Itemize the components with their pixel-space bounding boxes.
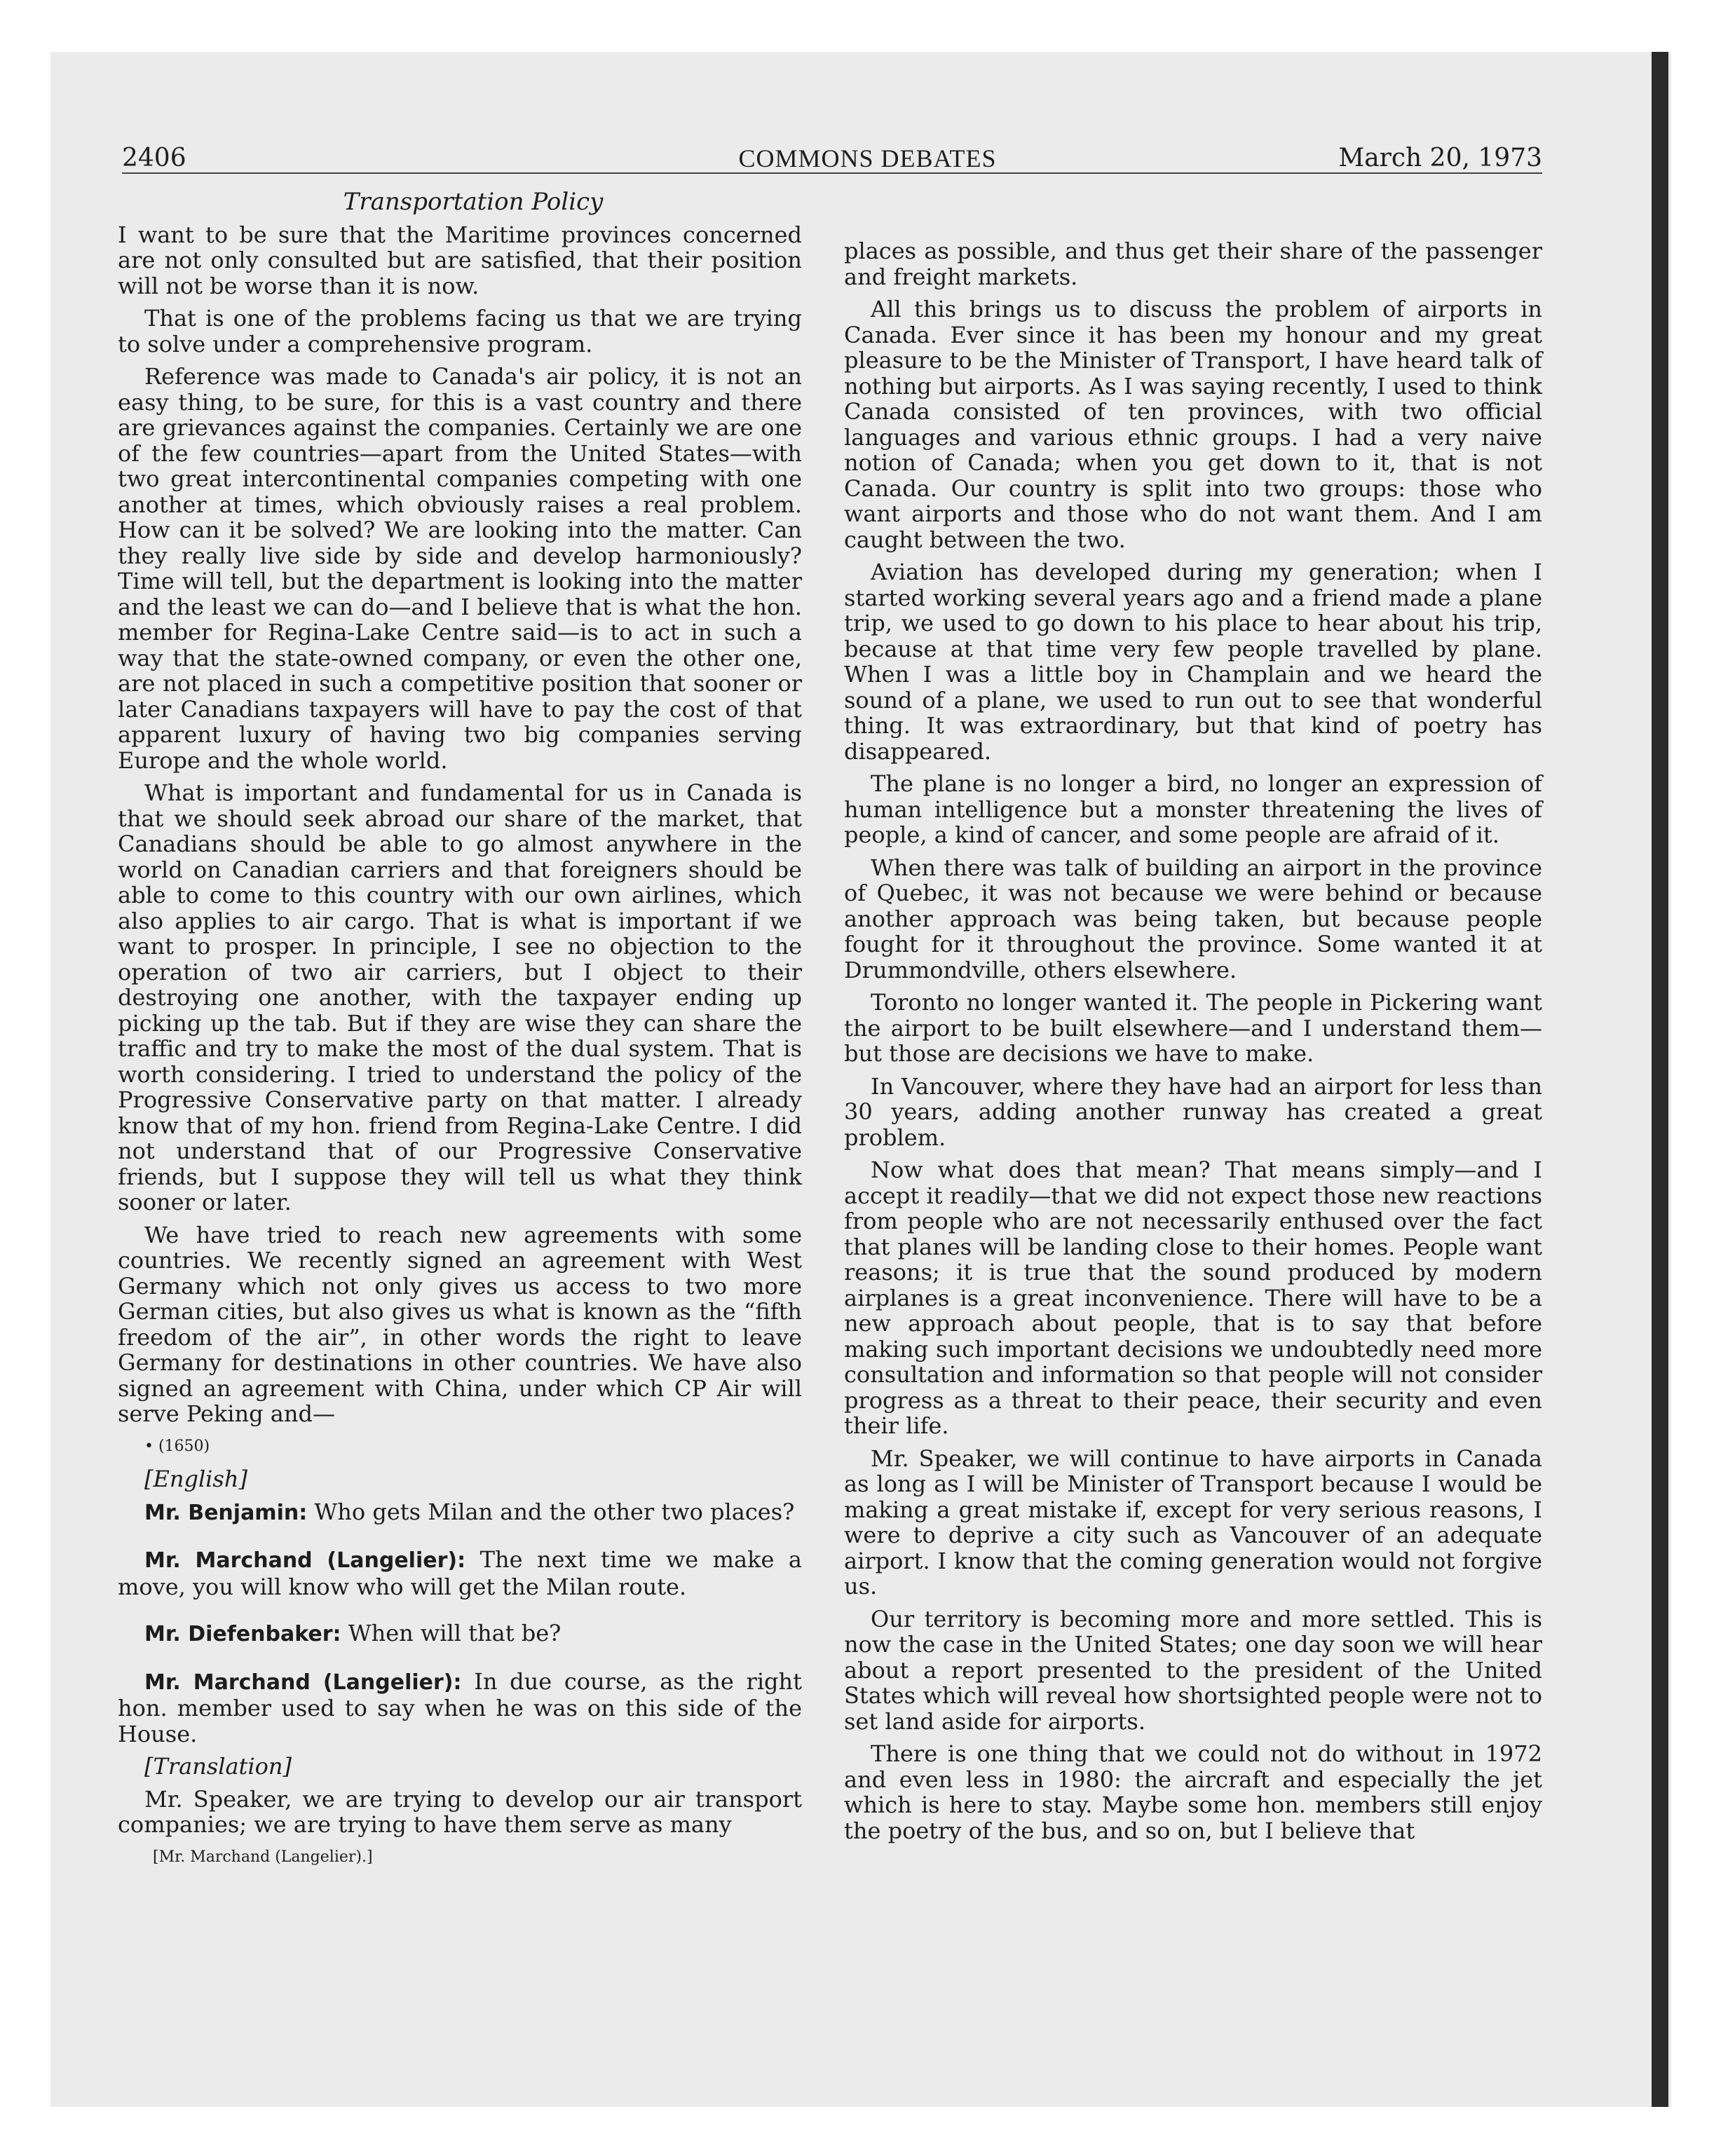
paragraph: Toronto no longer wanted it. The people in Pickering want the airport to be built elsewhere—and I understand them—but those are decisions we have to make.	[844, 989, 1542, 1067]
speaker-name: Mr. Marchand (Langelier):	[144, 1670, 462, 1695]
speech-text: When will that be?	[341, 1620, 562, 1646]
paragraph: The plane is no longer a bird, no longer an expression of human intelligence but a monster threatening the lives of people, a kind of cancer, and some people are afraid of it.	[844, 770, 1542, 848]
speaker-name: Mr. Benjamin:	[144, 1500, 308, 1525]
paragraph: What is important and fundamental for us in Canada is that we should seek abroad our share of the market, that Canadians should be able to go almost anywhere in the world on Canadian carriers and that foreigners should be able to come to this country with our own airlines, which also applies to air cargo. That is what is important if we want to prosper. In principle, I see no objection to the operation of two air carriers, but I object to their destroying one another, with the taxpayer ending up picking up the tab. But if they are wise they can share the traffic and try to make the most of the dual system. That is worth considering. I tried to understand the policy of the Progressive Conservative party on that matter. I already know that of my hon. friend from Regina-Lake Centre. I did not understand that of our Progressive Conservative friends, but I suppose they will tell us what they think sooner or later.	[118, 779, 802, 1215]
time-marker: • (1650)	[144, 1437, 210, 1455]
section-heading: Transportation Policy	[343, 188, 604, 216]
language-marker-english: [English]	[144, 1466, 247, 1492]
speech-marchand	[118, 1547, 802, 1599]
page-binding-edge	[1652, 52, 1668, 2107]
paragraph: In Vancouver, where they have had an airport for less than 30 years, adding another runway has created a great problem.	[844, 1072, 1542, 1151]
language-marker-translation: [Translation]	[144, 1753, 292, 1780]
speech-text: Who gets Milan and the other two places?	[307, 1498, 795, 1525]
page-number: 2406	[122, 144, 186, 172]
right-column	[844, 238, 1542, 1850]
speaker-footer: [Mr. Marchand (Langelier).]	[153, 1848, 373, 1866]
speaker-name: Mr. Diefenbaker:	[144, 1622, 341, 1646]
left-column	[118, 189, 802, 1877]
header-rule	[122, 172, 1542, 174]
paragraph: Mr. Speaker, we are trying to develop our air transport companies; we are trying to have them serve as many	[118, 1785, 802, 1838]
speech-text: The next time we make a move, you will know who will get the Milan route.	[118, 1546, 803, 1600]
speech-text: In due course, as the right hon. member used to say when he was on this side of the House.	[118, 1667, 803, 1747]
paragraph: There is one thing that we could not do without in 1972 and even less in 1980: the aircraft and especially the jet which is here to stay. Maybe some hon. members still enjoy the poetry of the bus, and so on, but I believe that	[844, 1740, 1542, 1844]
paragraph: Our territory is becoming more and more settled. This is now the case in the United States; one day soon we will hear about a report presented to the president of the United States which will reveal how shortsighted people were not to set land aside for airports.	[844, 1605, 1542, 1735]
paragraph: All this brings us to discuss the problem of airports in Canada. Ever since it has been my honour and my great pleasure to be the Minister of Transport, I have heard talk of nothing but airports. As I was saying recently, I used to think Canada consisted of ten provinces, with two official languages and various ethnic groups. I had a very naive notion of Canada; when you get down to it, that is not Canada. Our country is split into two groups: those who want airports and those who do not want them. And I am caught between the two.	[844, 296, 1542, 553]
paragraph: Mr. Speaker, we will continue to have airports in Canada as long as I will be Minister of Transport because I would be making a great mistake if, except for very serious reasons, I were to deprive a city such as Vancouver of an adequate airport. I know that the coming generation would not forgive us.	[844, 1445, 1542, 1599]
paragraph: Aviation has developed during my generation; when I started working several years ago and a friend made a plane trip, we used to go down to his place to hear about his trip, because at that time very few people travelled by plane. When I was a little boy in Champlain and we heard the sound of a plane, we used to run out to see that wonderful thing. It was extraordinary, but that kind of poetry has disappeared.	[844, 559, 1542, 765]
speech-marchand	[118, 1669, 802, 1747]
speech-benjamin	[118, 1499, 802, 1527]
publication-title: COMMONS DEBATES	[738, 144, 997, 172]
paragraph: I want to be sure that the Maritime provinces concerned are not only consulted but are satisfied, that their position will not be worse than it is now.	[118, 221, 802, 299]
speech-diefenbaker	[118, 1621, 802, 1648]
speaker-name: Mr. Marchand (Langelier):	[144, 1548, 466, 1573]
paragraph: Now what does that mean? That means simply—and I accept it readily—that we did not expect those new reactions from people who are not necessarily enthused over the fact that planes will be landing close to their homes. People want reasons; it is true that the sound produced by modern airplanes is a great inconvenience. There will have to be a new approach about people, that is to say that before making such important decisions we undoubtedly need more consultation and information so that people will not consider progress as a threat to their peace, their security and even their life.	[844, 1157, 1542, 1439]
paragraph: Reference was made to Canada's air policy, it is not an easy thing, to be sure, for this is a vast country and there are grievances against the companies. Certainly we are one of the few countries—apart from the United States—with two great intercontinental companies competing with one another at times, which obviously raises a real problem. How can it be solved? We are looking into the matter. Can they really live side by side and develop harmoniously? Time will tell, but the department is looking into the matter and the least we can do—and I believe that is what the hon. member for Regina-Lake Centre said—is to act in such a way that the state-owned company, or even the other one, are not placed in such a competitive position that sooner or later Canadians taxpayers will have to pay the cost of that apparent luxury of having two big companies serving Europe and the whole world.	[118, 363, 802, 774]
paragraph: We have tried to reach new agreements with some countries. We recently signed an agreement with West Germany which not only gives us access to two more German cities, but also gives us what is known as the “fifth freedom of the air”, in other words the right to leave Germany for destinations in other countries. We have also signed an agreement with China, under which CP Air will serve Peking and—	[118, 1221, 802, 1427]
paragraph: When there was talk of building an airport in the province of Quebec, it was not because we were behind or because another approach was being taken, but because people fought for it throughout the province. Some wanted it at Drummondville, others elsewhere.	[844, 854, 1542, 983]
paragraph: That is one of the problems facing us that we are trying to solve under a comprehensive program.	[118, 305, 802, 357]
paragraph: places as possible, and thus get their share of the passenger and freight markets.	[844, 238, 1542, 290]
publication-date: March 20, 1973	[1338, 144, 1542, 172]
